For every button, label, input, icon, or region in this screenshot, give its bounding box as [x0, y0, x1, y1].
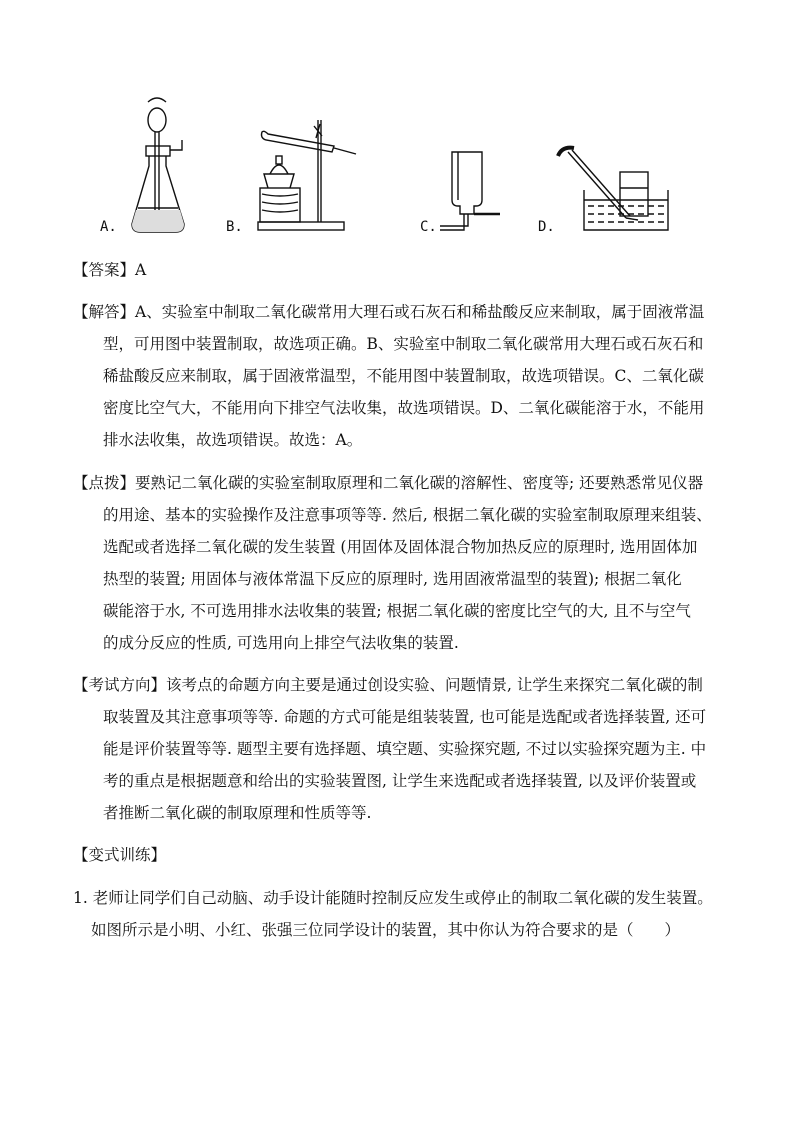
figure-label-d: D. — [538, 219, 555, 235]
direction-tag: 【考试方向】 — [73, 676, 167, 694]
question-1 — [73, 882, 743, 946]
analysis-line-4: 密度比空气大，不能用向下排空气法收集，故选项错误。D、二氧化碳能溶于水，不能用 — [103, 399, 705, 417]
answer-section — [73, 254, 733, 286]
heating-tube-drawing — [224, 96, 374, 241]
training-heading: 【变式训练】 — [73, 846, 167, 864]
apparatus-a — [96, 96, 196, 241]
analysis-tag: 【解答】 — [73, 303, 136, 321]
tips-line-2: 的用途、基本的实验操作及注意事项等等. 然后, 根据二氧化碳的实验室制取原理来组装、 — [103, 506, 712, 524]
direction-line-5: 者推断二氧化碳的制取原理和性质等等. — [103, 804, 372, 822]
analysis-line-3: 稀盐酸反应来制取，属于固液常温型，不能用图中装置制取，故选项错误。C、二氧化碳 — [103, 367, 704, 385]
direction-line-3: 能是评价装置等等. 题型主要有选择题、填空题、实验探究题, 不过以实验探究题为主. 中 — [103, 740, 707, 758]
question-1-line-2: 如图所示是小明、小红、张强三位同学设计的装置，其中你认为符合要求的是（ ） — [91, 921, 681, 939]
direction-line-2: 取装置及其注意事项等等. 命题的方式可能是组装装置, 也可能是选配或者选择装置, 还可 — [103, 708, 707, 726]
tips-line-1: 【点拨】要熟记二氧化碳的实验室制取原理和二氧化碳的溶解性、密度等; 还要熟悉常见仪器 — [73, 474, 704, 492]
tips-line-4: 热型的装置; 用固体与液体常温下反应的原理时, 选用固液常温型的装置); 根据二氧化 — [103, 570, 682, 588]
figure-label-a: A. — [100, 219, 117, 235]
tips-line-5: 碳能溶于水, 不可选用排水法收集的装置; 根据二氧化碳的密度比空气的大, 且不与空气 — [103, 602, 691, 620]
apparatus-b — [224, 96, 374, 241]
tips-line-6: 的成分反应的性质, 可选用向上排空气法收集的装置. — [103, 634, 459, 652]
direction-section — [73, 669, 733, 829]
answer-value: A — [135, 261, 147, 279]
figure-label-b: B. — [226, 219, 243, 235]
question-1-line-1: 1. 老师让同学们自己动脑、动手设计能随时控制反应发生或停止的制取二氧化碳的发生装置。 — [73, 889, 713, 907]
analysis-line-2: 型，可用图中装置制取，故选项正确。B、实验室中制取二氧化碳常用大理石或石灰石和 — [103, 335, 704, 353]
answer-tag: 【答案】 — [73, 261, 136, 279]
direction-line-4: 考的重点是根据题意和给出的实验装置图, 让学生来选配或者选择装置, 以及评价装置或 — [103, 772, 697, 790]
analysis-line-1: 【解答】A、实验室中制取二氧化碳常用大理石或石灰石和稀盐酸反应来制取，属于固液常温 — [73, 303, 705, 321]
tips-section — [73, 467, 733, 659]
figure-label-c: C. — [420, 219, 437, 235]
apparatus-c — [418, 96, 508, 241]
question-number: 1. — [73, 889, 88, 907]
tips-line-3: 选配或者选择二氧化碳的发生装置 (用固体及固体混合物加热反应的原理时, 选用固体加 — [103, 538, 698, 556]
analysis-line-5: 排水法收集，故选项错误。故选：A。 — [103, 431, 363, 449]
apparatus-figure — [96, 96, 716, 241]
tips-tag: 【点拨】 — [73, 474, 136, 492]
analysis-section — [73, 296, 733, 456]
direction-line-1: 【考试方向】该考点的命题方向主要是通过创设实验、问题情景, 让学生来探究二氧化碳的制 — [73, 676, 703, 694]
apparatus-d — [528, 96, 688, 241]
